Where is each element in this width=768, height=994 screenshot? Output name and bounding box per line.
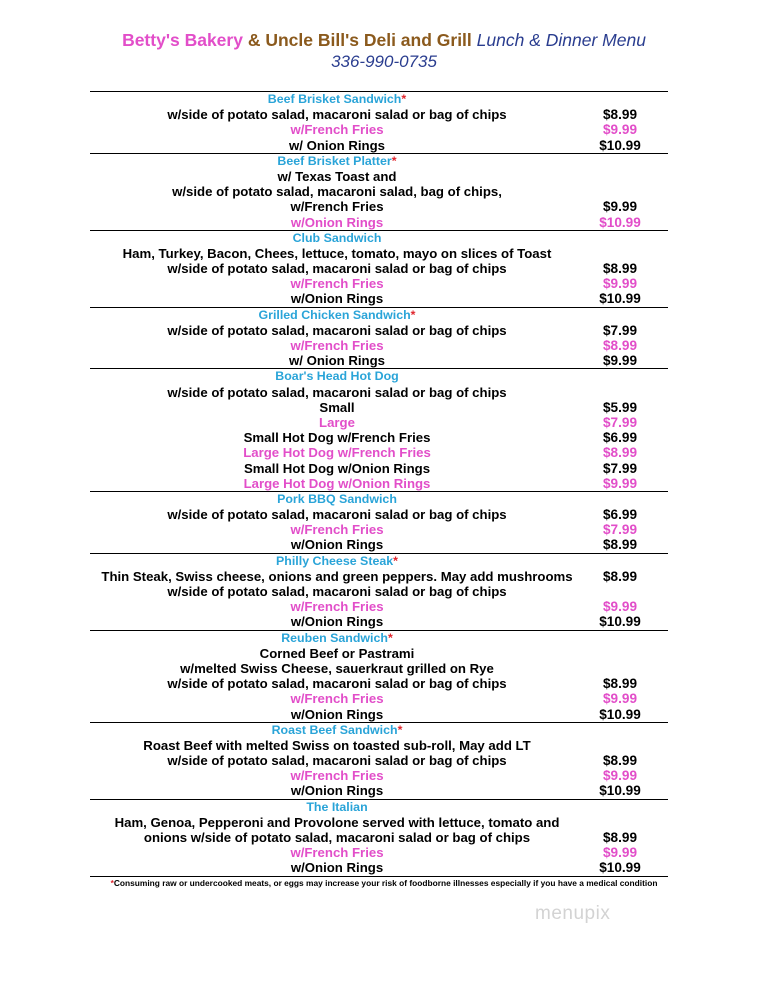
item-description: Small Hot Dog w/French Fries: [243, 430, 431, 446]
item-description: w/Onion Rings: [290, 291, 384, 307]
item-price: $10.99: [599, 614, 641, 630]
menu-item-row: [90, 537, 668, 552]
item-price: $8.99: [602, 830, 638, 845]
section-name: Club Sandwich: [292, 230, 382, 245]
item-description: w/side of potato salad, macaroni salad or bag of chips: [167, 107, 507, 123]
item-price: $9.99: [602, 276, 638, 292]
menu-item-row: [90, 400, 668, 415]
item-description: w/side of potato salad, macaroni salad or bag of chips: [167, 676, 507, 692]
item-description: w/French Fries: [290, 522, 384, 538]
section-name: Philly Cheese Steak: [276, 553, 394, 568]
section-name: Beef Brisket Sandwich: [267, 92, 402, 106]
menu-item-row: [90, 584, 668, 599]
item-description: w/side of potato salad, macaroni salad or bag of chips: [167, 753, 507, 769]
menu-header-title: [0, 30, 768, 51]
item-price: $9.99: [602, 845, 638, 861]
item-description: w/French Fries: [290, 276, 384, 292]
bakery-name: Betty's Bakery: [122, 30, 243, 50]
footnote-asterisk: *: [110, 878, 114, 888]
section-title: [90, 800, 668, 815]
section-name: Roast Beef Sandwich: [271, 722, 398, 737]
item-price: $10.99: [599, 706, 641, 722]
menu-item-row: [90, 261, 668, 276]
menu-item-row: [90, 246, 668, 261]
item-price: $9.99: [602, 691, 638, 707]
menu-section: [90, 92, 668, 154]
section-name: Reuben Sandwich: [281, 630, 388, 645]
menu-item-row: [90, 169, 668, 184]
item-price: $7.99: [602, 322, 638, 338]
section-title: [90, 492, 668, 507]
menu-item-row: [90, 122, 668, 137]
menu-item-row: [90, 199, 668, 214]
item-price: $7.99: [602, 414, 638, 430]
menu-section: [90, 631, 668, 723]
menu-item-row: [90, 323, 668, 338]
deli-name: & Uncle Bill's Deli and Grill: [247, 30, 472, 50]
item-description: w/French Fries: [290, 845, 384, 861]
item-price: $9.99: [602, 199, 638, 215]
item-price: $5.99: [602, 399, 638, 415]
menu-item-row: [90, 415, 668, 430]
footnote: [0, 878, 768, 888]
section-title: [90, 369, 668, 384]
menu-item-row: [90, 738, 668, 753]
item-description: Ham, Turkey, Bacon, Chees, lettuce, tomato, mayo on slices of Toast: [122, 245, 552, 261]
watermark: menupix: [535, 903, 611, 924]
item-price: $9.99: [602, 353, 638, 369]
item-description: Small Hot Dog w/Onion Rings: [243, 460, 431, 476]
item-price: $9.99: [602, 599, 638, 615]
menu-item-row: [90, 614, 668, 629]
menu-item-row: [90, 860, 668, 875]
menu-item-row: [90, 353, 668, 368]
item-description: Thin Steak, Swiss cheese, onions and green peppers. May add mushrooms: [101, 568, 573, 584]
item-description: w/Onion Rings: [290, 214, 384, 230]
menu-item-row: [90, 476, 668, 491]
menu-section: [90, 308, 668, 370]
menu-item-row: [90, 338, 668, 353]
item-price: $8.99: [602, 338, 638, 353]
item-price: $8.99: [602, 568, 638, 584]
item-description: Ham, Genoa, Pepperoni and Provolone served with lettuce, tomato and: [114, 814, 560, 830]
item-price: $10.99: [599, 137, 641, 153]
item-description: w/side of potato salad, macaroni salad or bag of chips: [167, 384, 507, 400]
menu-section: [90, 492, 668, 554]
menu-item-row: [90, 522, 668, 537]
item-price: $7.99: [602, 522, 638, 538]
item-price: $9.99: [602, 768, 638, 784]
menu-section: [90, 154, 668, 231]
section-name: Boar's Head Hot Dog: [275, 369, 399, 384]
item-price: $9.99: [602, 475, 638, 491]
menu-item-row: [90, 661, 668, 676]
item-description: w/French Fries: [290, 338, 384, 353]
section-title: [90, 154, 668, 169]
menu-item-row: [90, 768, 668, 783]
item-description: w/ Onion Rings: [289, 137, 385, 153]
item-description: Large: [319, 414, 355, 430]
item-description: Corned Beef or Pastrami: [259, 645, 415, 661]
item-price: $7.99: [602, 460, 638, 476]
menu-item-row: [90, 215, 668, 230]
menu-item-row: [90, 815, 668, 830]
item-price: $10.99: [599, 291, 641, 307]
item-price: $8.99: [602, 537, 638, 553]
menu-item-row: [90, 107, 668, 122]
item-description: Large Hot Dog w/French Fries: [243, 445, 431, 461]
menu-item-row: [90, 461, 668, 476]
item-price: $8.99: [602, 676, 638, 692]
item-description: w/French Fries: [290, 122, 384, 138]
item-description: w/side of potato salad, macaroni salad or bag of chips: [167, 507, 507, 523]
section-name: The Italian: [306, 799, 368, 814]
asterisk-mark: *: [401, 92, 407, 106]
item-price: $8.99: [602, 107, 638, 123]
menu-item-row: [90, 691, 668, 706]
menu-section: [90, 369, 668, 492]
menu-item-row: [90, 385, 668, 400]
asterisk-mark: *: [410, 307, 416, 322]
menu-item-row: [90, 569, 668, 584]
item-description: w/Onion Rings: [290, 783, 384, 799]
menu-item-row: [90, 430, 668, 445]
item-price: $10.99: [599, 214, 641, 230]
item-description: w/side of potato salad, macaroni salad or bag of chips: [167, 261, 507, 277]
menu-item-row: [90, 830, 668, 845]
item-description: w/Onion Rings: [290, 614, 384, 630]
section-name: Beef Brisket Platter: [277, 153, 392, 168]
menu-item-row: [90, 599, 668, 614]
menu-item-row: [90, 783, 668, 798]
item-description: w/ Texas Toast and: [277, 168, 397, 184]
item-description: w/Onion Rings: [290, 860, 384, 876]
menu-item-row: [90, 676, 668, 691]
item-description: w/side of potato salad, macaroni salad or bag of chips: [167, 584, 507, 599]
item-price: $6.99: [602, 507, 638, 523]
item-price: $10.99: [599, 860, 641, 876]
section-title: [90, 308, 668, 323]
item-description: onions w/side of potato salad, macaroni salad or bag of chips: [143, 830, 531, 845]
item-price: $8.99: [602, 753, 638, 769]
section-title: [90, 231, 668, 246]
section-title: [90, 554, 668, 569]
menu-item-row: [90, 138, 668, 153]
item-price: $9.99: [602, 122, 638, 138]
item-price: $6.99: [602, 430, 638, 446]
menu-item-row: [90, 276, 668, 291]
item-description: w/ Onion Rings: [289, 353, 385, 369]
footnote-text: Consuming raw or undercooked meats, or eggs may increase your risk of foodborne illnesses especially if you have a medical condition: [113, 878, 658, 888]
item-description: Roast Beef with melted Swiss on toasted sub-roll, May add LT: [143, 737, 531, 753]
asterisk-mark: *: [397, 722, 403, 737]
menu-item-row: [90, 845, 668, 860]
menu-item-row: [90, 507, 668, 522]
item-price: $8.99: [602, 261, 638, 277]
item-description: w/French Fries: [290, 768, 384, 784]
item-description: w/French Fries: [290, 691, 384, 707]
item-description: w/side of potato salad, macaroni salad or bag of chips: [167, 322, 507, 338]
item-description: w/French Fries: [290, 199, 384, 215]
menu-item-row: [90, 291, 668, 306]
asterisk-mark: *: [387, 630, 393, 645]
section-title: [90, 92, 668, 107]
asterisk-mark: *: [391, 153, 397, 168]
menu-section: [90, 723, 668, 800]
menu-section: [90, 800, 668, 877]
menu-item-row: [90, 445, 668, 460]
item-description: w/French Fries: [290, 599, 384, 615]
menu-item-row: [90, 753, 668, 768]
asterisk-mark: *: [393, 553, 398, 568]
menu-item-row: [90, 646, 668, 661]
menu-table: [90, 91, 668, 877]
menu-section: [90, 231, 668, 308]
menu-item-row: [90, 707, 668, 722]
item-description: w/Onion Rings: [290, 706, 384, 722]
section-name: Pork BBQ Sandwich: [277, 491, 397, 506]
menu-type: Lunch & Dinner Menu: [476, 30, 646, 50]
item-description: w/side of potato salad, macaroni salad, bag of chips,: [172, 184, 502, 200]
menu-item-row: [90, 184, 668, 199]
item-description: w/melted Swiss Cheese, sauerkraut grilled on Rye: [180, 660, 494, 676]
item-price: $8.99: [602, 445, 638, 461]
item-description: Large Hot Dog w/Onion Rings: [243, 475, 431, 491]
section-title: [90, 631, 668, 646]
item-description: w/Onion Rings: [290, 537, 384, 553]
item-price: $10.99: [599, 783, 641, 799]
phone-number: 336-990-0735: [331, 52, 437, 71]
section-title: [90, 723, 668, 738]
item-description: Small: [319, 399, 355, 415]
menu-section: [90, 554, 668, 631]
section-name: Grilled Chicken Sandwich: [258, 307, 411, 322]
